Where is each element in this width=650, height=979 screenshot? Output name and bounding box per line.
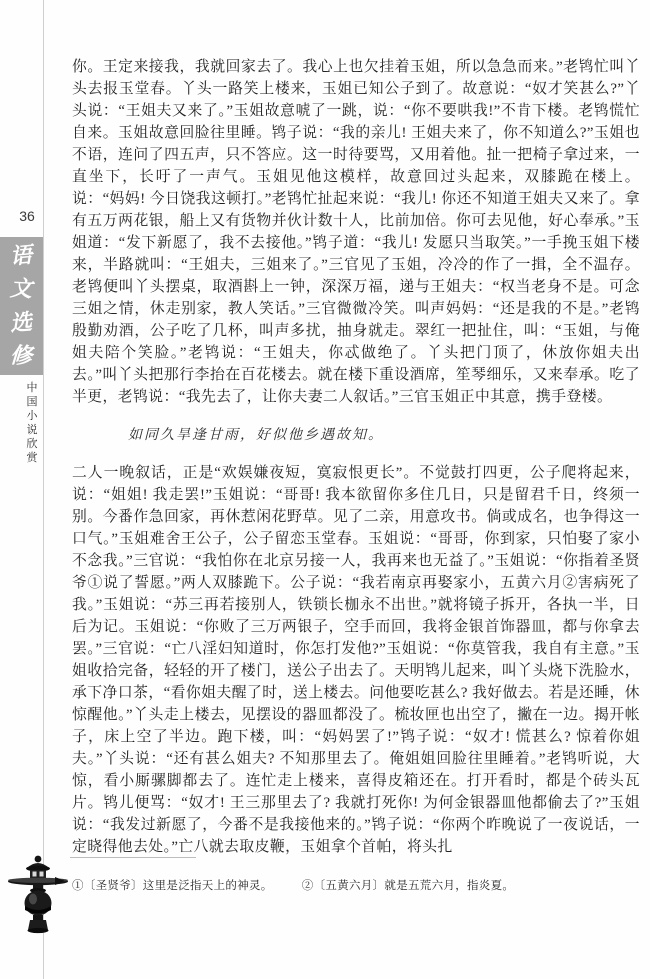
subtitle-char: 中 xyxy=(26,382,38,394)
verse-couplet: 如同久旱逢甘雨，好似他乡遇故知。 xyxy=(128,427,384,443)
subtitle-char: 国 xyxy=(26,396,38,408)
subtitle-char: 赏 xyxy=(26,452,38,464)
subtitle-char: 欣 xyxy=(26,438,38,450)
oil-lamp-icon xyxy=(7,854,69,942)
banner-char: 文 xyxy=(9,275,34,303)
main-text-column xyxy=(72,56,640,858)
banner-char: 修 xyxy=(9,342,34,370)
body-paragraph-2: 二人一晚叙话，正是“欢娱嫌夜短，寞寂恨更长”。不觉鼓打四更，公子爬将起来，说：“姐姐! 我走罢!”玉姐说：“哥哥! 我本欲留你多住几日，只是留君千日，终须一别。今番作急回家，再休惹闲花野草。见了二亲，用意攻书。倘或成名，也争得这一口气。”玉姐难舍王公子，公子留恋玉堂春。玉姐说：“哥哥，你到家，只怕娶了家小不念我。”三官说：“我怕你在北京另接一人，我再来也无益了。”玉姐说：“你指着圣贤爷①说了誓愿。”两人双膝跪下。公子说：“我若南京再娶家小，五黄六月②害病死了我。”玉姐说：“苏三再若接别人，铁锁长枷永不出世。”就将镜子拆开，各执一半，日后为记。玉姐说：“你败了三万两银子，空手而回，我将金银首饰器皿，都与你拿去罢。”三官说：“亡八淫妇知道时，你怎打发他?”玉姐说：“你莫管我，我自有主意。”玉姐收拾完备，轻轻的开了楼门，送公子出去了。天明鸨儿起来，叫丫头烧下洗脸水，承下净口茶，“看你姐夫醒了时，送上楼去。问他要吃甚么? 我好做去。若是还睡，休惊醒他。”丫头走上楼去，见摆设的器皿都没了。梳妆匣也出空了，撇在一边。揭开帐子，床上空了半边。跑下楼，叫：“妈妈罢了!”鸨子说：“奴才! 慌甚么? 惊着你姐夫。”丫头说：“还有甚么姐夫? 不知那里去了。俺姐姐回脸往里睡着。”老鸨听说，大惊，看小厮骡脚都去了。连忙走上楼来，喜得皮箱还在。打开看时，都是个砖头瓦片。鸨儿便骂：“奴才! 王三那里去了? 我就打死你! 为何金银器皿他都偷去了?”玉姐说：“我发过新愿了，今番不是我接他来的。”鸨子说：“你两个昨晚说了一夜说话，一定晓得他去处。”亡八就去取皮鞭，玉姐拿个首帕，将头扎 xyxy=(72,465,640,855)
book-subtitle-vertical xyxy=(21,383,43,464)
footnote-row xyxy=(72,878,640,894)
footnote-1: ①〔圣贤爷〕这里是泛指天上的神灵。 xyxy=(72,880,273,892)
footnote-divider-line xyxy=(70,857,196,858)
subtitle-char: 小 xyxy=(26,410,38,422)
textbook-series-banner xyxy=(0,237,43,375)
margin-divider-line xyxy=(43,0,44,979)
body-paragraph-1: 你。王定来接我，我就回家去了。我心上也欠挂着玉姐，所以急急而来。”老鸨忙叫丫头去报玉堂春。丫头一路笑上楼来，玉姐已知公子到了。故意说：“奴才笑甚么?”丫头说：“王姐夫又来了。”玉姐故意唬了一跳，说：“你不要哄我!”不肯下楼。老鸨慌忙自来。玉姐故意回脸往里睡。鸨子说：“我的亲儿! 王姐夫来了，你不知道么?”玉姐也不语，连问了四五声，只不答应。这一时待要骂，又用着他。扯一把椅子拿过来，一直坐下，长吁了一声气。玉姐见他这模样，故意回过头起来，双膝跪在楼上。说：“妈妈! 今日饶我这顿打。”老鸨忙扯起来说：“我儿! 你还不知道王姐夫又来了。拿有五万两花银，船上又有货物并伙计数十人，比前加倍。你可去见他，好心奉承。”玉姐道：“发下新愿了，我不去接他。”鸨子道：“我儿! 发愿只当取笑。”一手挽玉姐下楼来，半路就叫：“王姐夫，三姐来了。”三官见了玉姐，冷冷的作了一揖，全不温存。老鸨便叫丫头摆桌，取酒斟上一钟，深深万福，递与王姐夫：“权当老身不是。可念三姐之情，休走别家，教人笑话。”三官微微冷笑。叫声妈妈：“还是我的不是。”老鸨殷勤劝酒，公子吃了几杯，叫声多扰，抽身就走。翠红一把扯住，叫：“玉姐，与俺姐夫陪个笑脸。”老鸨说：“王姐夫，你忒做绝了。丫头把门顶了，休放你姐夫出去。”叫丫头把那行李抬在百花楼去。就在楼下重设酒席，笙琴细乐，又来奉承。吃了半更，老鸨说：“我先去了，让你夫妻二人叙话。”三官玉姐正中其意，携手登楼。 xyxy=(72,59,640,405)
footnote-pointer-icon xyxy=(55,877,65,885)
banner-char: 语 xyxy=(9,242,34,270)
subtitle-char: 说 xyxy=(26,424,38,436)
page-number: 36 xyxy=(19,208,35,224)
banner-char: 选 xyxy=(9,308,34,337)
footnote-2: ②〔五黄六月〕就是五荒六月，指炎夏。 xyxy=(301,880,515,892)
